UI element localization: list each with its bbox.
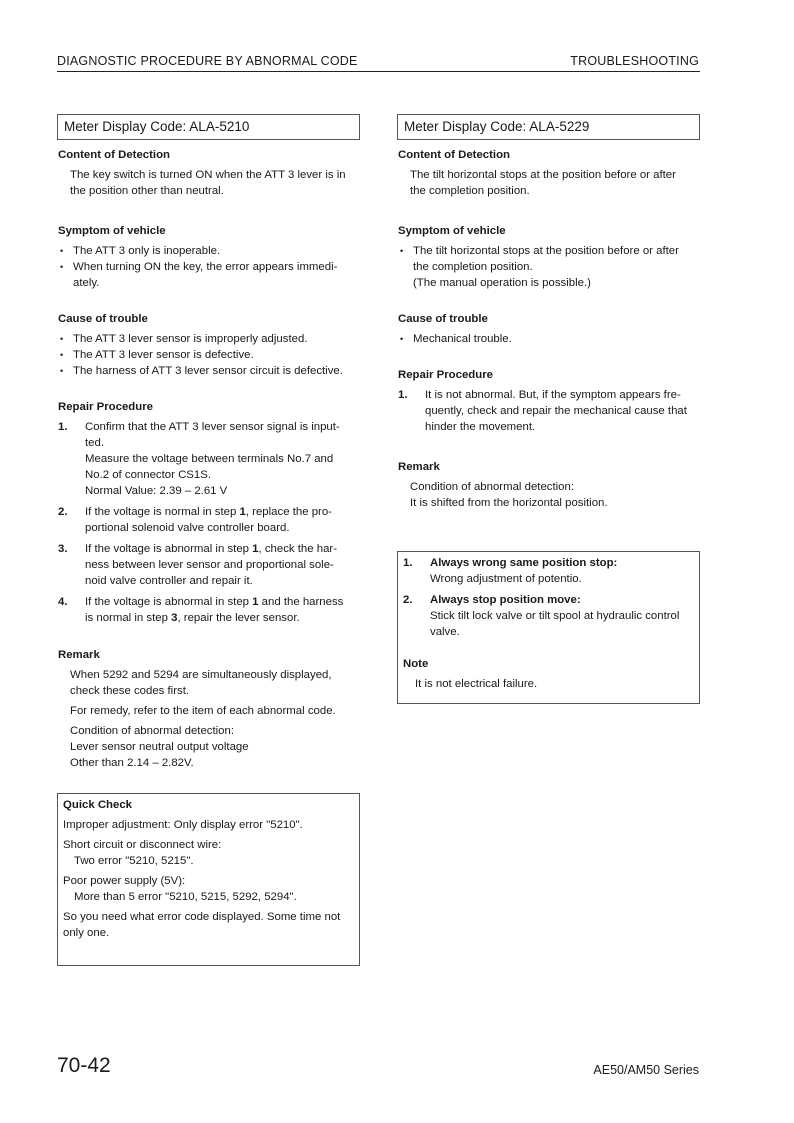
step-line: It is not abnormal. But, if the symptom appears fre- <box>425 389 681 401</box>
right-cause-section <box>398 311 700 347</box>
left-remark-heading: Remark <box>58 649 100 661</box>
remark-line: When 5292 and 5294 are simultaneously displayed, <box>70 669 332 681</box>
step-line: noid valve controller and repair it. <box>85 575 253 587</box>
right-detection-section <box>398 147 700 199</box>
step-line: Measure the voltage between terminals No.7 and <box>85 453 334 465</box>
step-text: , replace the pro- <box>245 506 332 518</box>
left-cause-item: • The ATT 3 lever sensor is defective. <box>58 347 360 363</box>
quick-check-line: only one. <box>63 927 110 939</box>
header-rule <box>57 71 700 72</box>
step-ref: 3 <box>171 612 178 624</box>
quick-check-line: Poor power supply (5V): <box>63 875 186 887</box>
left-cause-item: • The harness of ATT 3 lever sensor circuit is defective. <box>58 363 360 379</box>
left-code-title: Meter Display Code: ALA-5210 <box>64 119 250 134</box>
quick-check-heading: Quick Check <box>63 799 133 811</box>
step-line: portional solenoid valve controller board. <box>85 522 290 534</box>
quick-check-line: Two error "5210, 5215". <box>74 855 194 867</box>
quick-check-line: So you need what error code displayed. Some time not <box>63 911 341 923</box>
left-remark-section <box>58 647 360 771</box>
check-item-1 <box>403 555 695 587</box>
right-symptom-heading: Symptom of vehicle <box>398 225 506 237</box>
step-number: 2. <box>58 506 68 518</box>
left-symptom-section <box>58 223 360 291</box>
step-number: 1. <box>58 421 68 433</box>
left-symptom-heading: Symptom of vehicle <box>58 225 166 237</box>
step-text: , check the har- <box>258 543 338 555</box>
right-symptom-line: (The manual operation is possible.) <box>413 277 591 289</box>
left-symptom-item-line: ately. <box>73 277 100 289</box>
right-remark-line: It is shifted from the horizontal position. <box>410 497 608 509</box>
right-symptom-line: the completion position. <box>413 261 533 273</box>
step-line: No.2 of connector CS1S. <box>85 469 211 481</box>
repair-step-2 <box>58 504 360 536</box>
quick-check-line: More than 5 error "5210, 5215, 5292, 5294". <box>74 891 297 903</box>
left-code-box <box>57 114 360 140</box>
remark-line: Lever sensor neutral output voltage <box>70 741 249 753</box>
note-heading: Note <box>403 658 429 670</box>
repair-step-3 <box>58 541 360 589</box>
right-cause-heading: Cause of trouble <box>398 313 488 325</box>
page-number: 70-42 <box>57 1054 111 1077</box>
right-check-box <box>397 551 700 704</box>
step-text: is normal in step <box>85 612 172 624</box>
header-section-title: DIAGNOSTIC PROCEDURE BY ABNORMAL CODE <box>57 54 358 68</box>
step-line <box>85 541 360 557</box>
right-symptom-section <box>398 223 700 291</box>
right-detection-line: The tilt horizontal stops at the position before or after <box>410 169 676 181</box>
check-number: 2. <box>403 594 413 606</box>
check-item-text: Wrong adjustment of potentio. <box>430 573 582 585</box>
left-cause-heading: Cause of trouble <box>58 313 148 325</box>
repair-step-1 <box>58 419 360 499</box>
remark-line: Condition of abnormal detection: <box>70 725 235 737</box>
step-number: 1. <box>398 389 408 401</box>
right-remark-line: Condition of abnormal detection: <box>410 481 575 493</box>
step-ref: 1 <box>239 506 246 518</box>
step-line: quently, check and repair the mechanical cause that <box>425 405 687 417</box>
left-cause-item: • The ATT 3 lever sensor is improperly adjusted. <box>58 331 360 347</box>
step-ref: 1 <box>252 543 259 555</box>
left-symptom-item-line: • When turning ON the key, the error appears immedi- <box>73 261 338 273</box>
step-line: Confirm that the ATT 3 lever sensor signal is input- <box>85 421 340 433</box>
right-code-box <box>397 114 700 140</box>
right-cause-item: • Mechanical trouble. <box>398 331 700 347</box>
check-item-text: valve. <box>430 626 460 638</box>
step-number: 3. <box>58 543 68 555</box>
check-item-text: Stick tilt lock valve or tilt spool at hydraulic control <box>430 610 680 622</box>
right-repair-step-1 <box>398 387 700 435</box>
left-cause-section <box>58 311 360 379</box>
right-remark-heading: Remark <box>398 461 440 473</box>
quick-check-box <box>57 793 360 966</box>
step-line: Normal Value: 2.39 – 2.61 V <box>85 485 228 497</box>
step-line <box>85 594 360 610</box>
note-text: It is not electrical failure. <box>415 678 538 690</box>
check-item-title: Always stop position move: <box>430 594 581 606</box>
left-symptom-item: • The ATT 3 only is inoperable. <box>58 243 360 259</box>
step-number: 4. <box>58 596 68 608</box>
right-repair-heading: Repair Procedure <box>398 369 493 381</box>
step-line: hinder the movement. <box>425 421 536 433</box>
model-series: AE50/AM50 Series <box>593 1063 699 1077</box>
check-item-2 <box>403 592 695 640</box>
step-line: ted. <box>85 437 104 449</box>
right-repair-section <box>398 367 700 435</box>
repair-step-4 <box>58 594 360 626</box>
right-symptom-item <box>398 243 700 291</box>
right-detection-heading: Content of Detection <box>398 149 510 161</box>
step-line <box>85 610 360 626</box>
right-symptom-line: • The tilt horizontal stops at the position before or after <box>413 245 679 257</box>
left-detection-line: The key switch is turned ON when the ATT 3 lever is in <box>70 169 346 181</box>
step-line <box>85 504 360 520</box>
right-code-title: Meter Display Code: ALA-5229 <box>404 119 590 134</box>
left-symptom-item <box>58 259 360 291</box>
remark-line: Other than 2.14 – 2.82V. <box>70 757 194 769</box>
remark-line: check these codes first. <box>70 685 190 697</box>
quick-check-line: Short circuit or disconnect wire: <box>63 839 222 851</box>
step-text: and the harness <box>258 596 344 608</box>
left-detection-heading: Content of Detection <box>58 149 170 161</box>
right-detection-line: the completion position. <box>410 185 530 197</box>
left-repair-heading: Repair Procedure <box>58 401 153 413</box>
step-line: ness between lever sensor and proportional sole- <box>85 559 334 571</box>
right-remark-section <box>398 459 700 511</box>
check-number: 1. <box>403 557 413 569</box>
quick-check-line: Improper adjustment: Only display error "5210". <box>63 819 303 831</box>
step-ref: 1 <box>252 596 259 608</box>
step-text: If the voltage is abnormal in step <box>85 596 253 608</box>
step-text: If the voltage is normal in step <box>85 506 240 518</box>
step-text: , repair the lever sensor. <box>177 612 300 624</box>
left-repair-section <box>58 399 360 626</box>
left-detection-line: the position other than neutral. <box>70 185 224 197</box>
step-text: If the voltage is abnormal in step <box>85 543 253 555</box>
check-item-title: Always wrong same position stop: <box>430 557 618 569</box>
header-chapter-title: TROUBLESHOOTING <box>570 54 699 68</box>
left-detection-section <box>58 147 360 199</box>
remark-line: For remedy, refer to the item of each abnormal code. <box>70 705 336 717</box>
